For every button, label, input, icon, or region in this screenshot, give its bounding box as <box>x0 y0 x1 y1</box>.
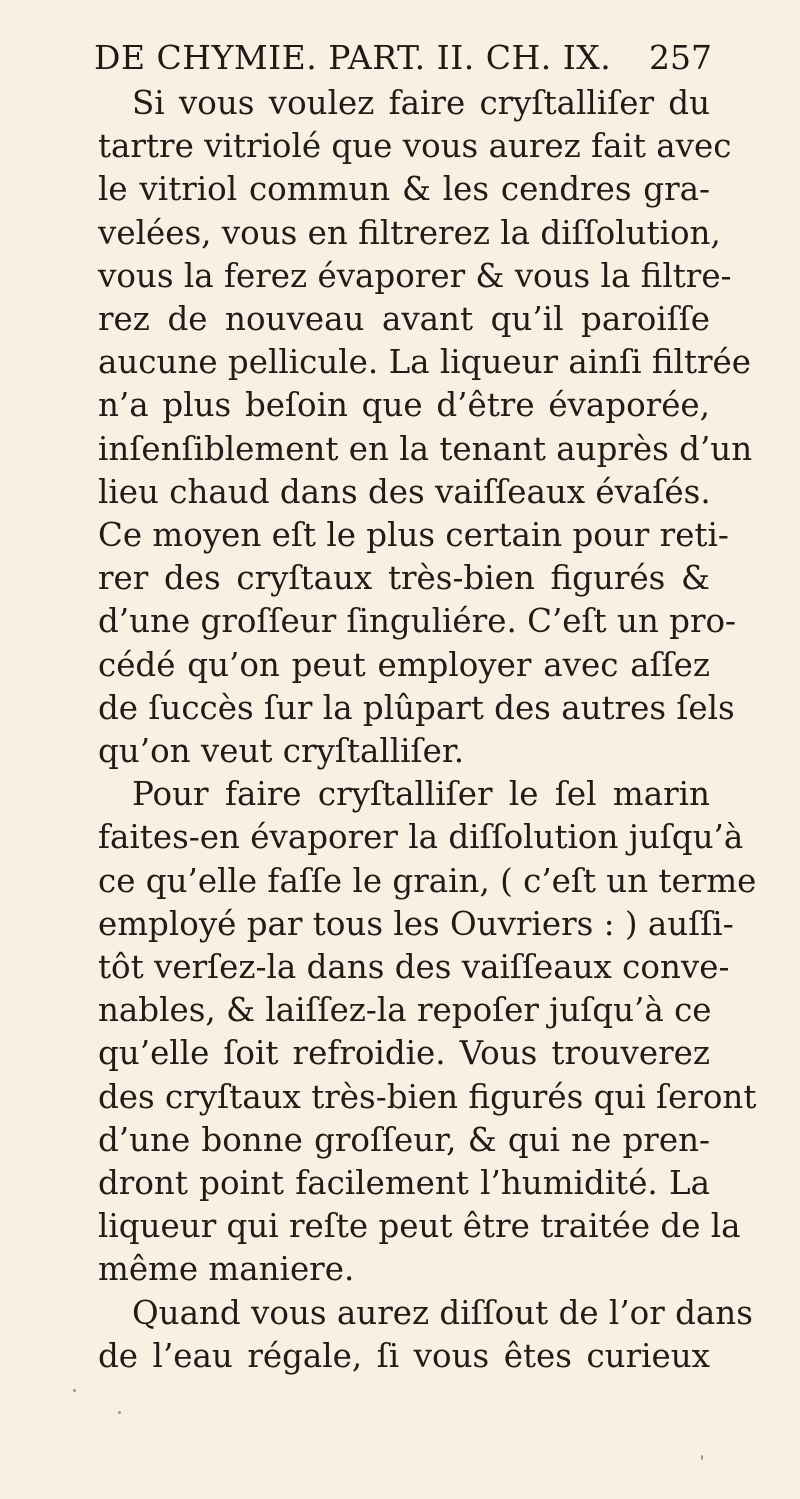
running-head <box>94 38 712 78</box>
text-line: des cryſtaux très-bien figurés qui ſeront <box>98 1077 757 1116</box>
text-line: velées, vous en filtrerez la diſſolution, <box>98 213 721 252</box>
text-line: rez de nouveau avant qu’il paroiſſe <box>98 300 710 339</box>
text-line: vous la ferez évaporer & vous la filtre- <box>98 256 732 295</box>
paragraph-crystallize-tartar <box>98 82 753 773</box>
text-line: tartre vitriolé que vous aurez fait avec <box>98 127 732 166</box>
page-number: 257 <box>649 38 712 77</box>
paper-speck <box>73 1389 76 1392</box>
text-line: d’une groſſeur ſinguliére. C’eſt un pro- <box>98 602 737 641</box>
main-text <box>98 82 757 1378</box>
text-line: lieu chaud dans des vaiſſeaux évaſés. <box>98 472 711 511</box>
text-line: de ſuccès ſur la plûpart des autres ſels <box>98 688 735 727</box>
paragraph-gold-in-aqua-regia <box>98 1292 753 1378</box>
text-line: dront point facilement l’humidité. La <box>98 1164 710 1203</box>
text-line: nables, & laiſſez-la repoſer juſqu’à ce <box>98 991 712 1030</box>
text-line: liqueur qui reſte peut être traitée de la <box>98 1207 741 1246</box>
text-line: le vitriol commun & les cendres gra- <box>98 170 710 209</box>
text-line: n’a plus beſoin que d’être évaporée, <box>98 386 710 425</box>
text-line: Pour faire cryſtalliſer le ſel marin <box>132 775 710 814</box>
paragraph-crystallize-sea-salt <box>98 773 757 1291</box>
text-line: qu’elle ſoit refroidie. Vous trouverez <box>98 1034 710 1073</box>
text-line: d’une bonne groſſeur, & qui ne pren- <box>98 1120 710 1159</box>
text-line: aucune pellicule. La liqueur ainſi filtrée <box>98 343 752 382</box>
text-line: Quand vous aurez diſſout de l’or dans <box>132 1293 753 1332</box>
text-line: ce qu’elle faſſe le grain, ( c’eſt un terme <box>98 861 757 900</box>
text-line: même maniere. <box>98 1250 355 1289</box>
text-line: de l’eau régale, ſi vous êtes curieux <box>98 1336 710 1375</box>
text-line: qu’on veut cryſtalliſer. <box>98 732 465 771</box>
text-line: faites-en évaporer la diſſolution juſqu’à <box>98 818 744 857</box>
running-title: DE CHYMIE. PART. II. CH. IX. <box>94 38 612 77</box>
paper-speck <box>701 1455 703 1460</box>
text-line: cédé qu’on peut employer avec aſſez <box>98 645 710 684</box>
text-line: Ce moyen eſt le plus certain pour reti- <box>98 516 729 555</box>
text-line: employé par tous les Ouvriers : ) auſſi- <box>98 904 734 943</box>
text-line: tôt verſez-la dans des vaiſſeaux conve- <box>98 948 730 987</box>
paper-speck <box>118 1411 121 1414</box>
text-line: rer des cryſtaux très-bien figurés & <box>98 559 710 598</box>
text-line: Si vous voulez faire cryſtalliſer du <box>132 84 710 122</box>
text-line: inſenſiblement en la tenant auprès d’un <box>98 429 753 468</box>
